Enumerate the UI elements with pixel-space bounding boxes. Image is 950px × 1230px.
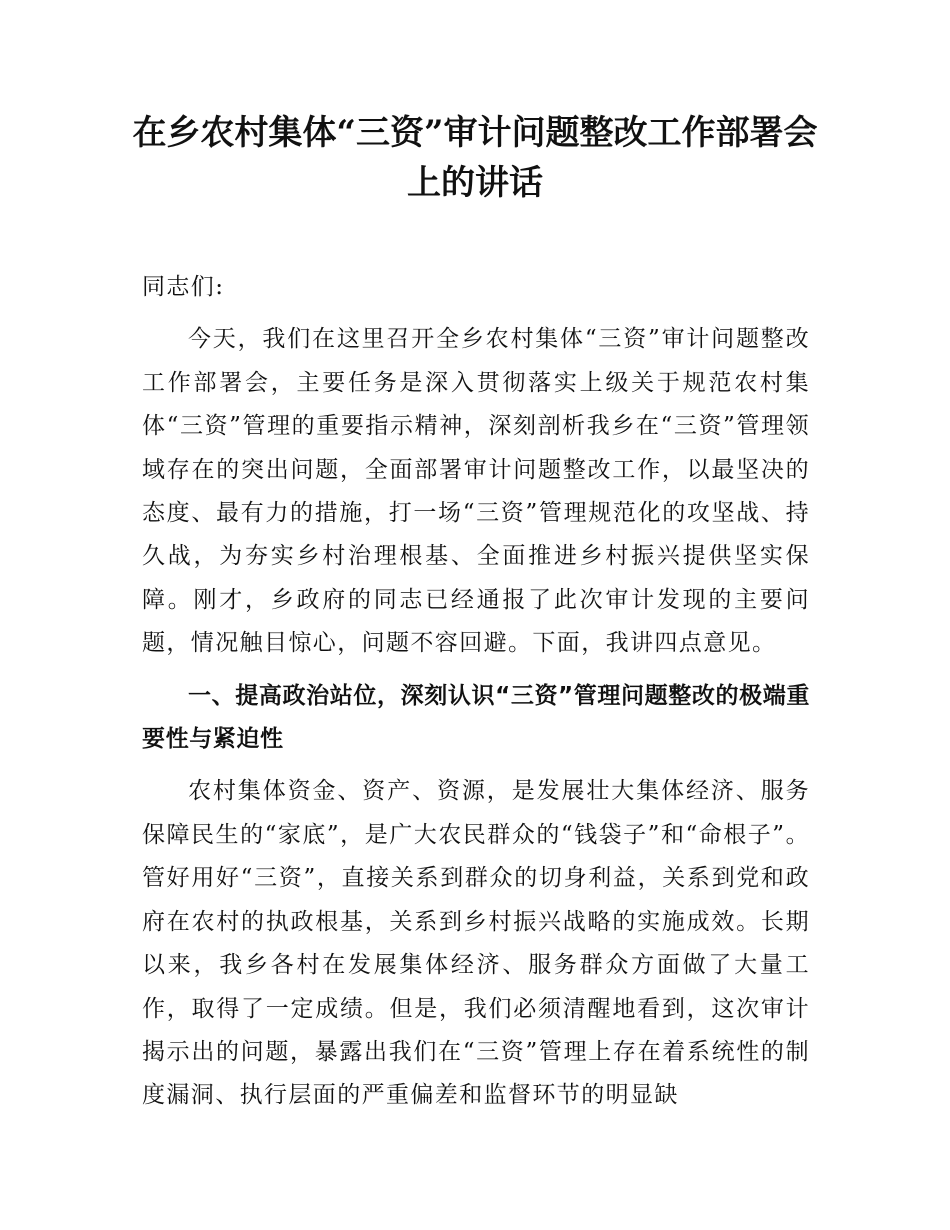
salutation: 同志们: bbox=[142, 274, 225, 300]
section-heading-1: 一、提高政治站位，深刻认识“三资”管理问题整改的极端重要性与紧迫性 bbox=[142, 682, 810, 753]
document-body bbox=[142, 266, 810, 1118]
document-title: 在乡农村集体“三资”审计问题整改工作部署会上的讲话 bbox=[132, 113, 818, 203]
paragraph-section-1: 农村集体资金、资产、资源，是发展壮大集体经济、服务保障民生的“家底”，是广大农民群众的“钱袋子”和“命根子”。管好用好“三资”，直接关系到群众的切身利益，关系到党和政府在农村的执政根基，关系到乡村振兴战略的实施成效。长期以来，我乡各村在发展集体经济、服务群众方面做了大量工作，取得了一定成绩。但是，我们必须清醒地看到，这次审计揭示出的问题，暴露出我们在“三资”管理上存在着系统性的制度漏洞、执行层面的严重偏差和监督环节的明显缺 bbox=[142, 778, 810, 1109]
paragraph-intro: 今天，我们在这里召开全乡农村集体“三资”审计问题整改工作部署会，主要任务是深入贯彻落实上级关于规范农村集体“三资”管理的重要指示精神，深刻剖析我乡在“三资”管理领域存在的突出问题，全面部署审计问题整改工作，以最坚决的态度、最有力的措施，打一场“三资”管理规范化的攻坚战、持久战，为夯实乡村治理根基、全面推进乡村振兴提供坚实保障。刚才，乡政府的同志已经通报了此次审计发现的主要问题，情况触目惊心，问题不容回避。下面，我讲四点意见。 bbox=[142, 326, 810, 657]
